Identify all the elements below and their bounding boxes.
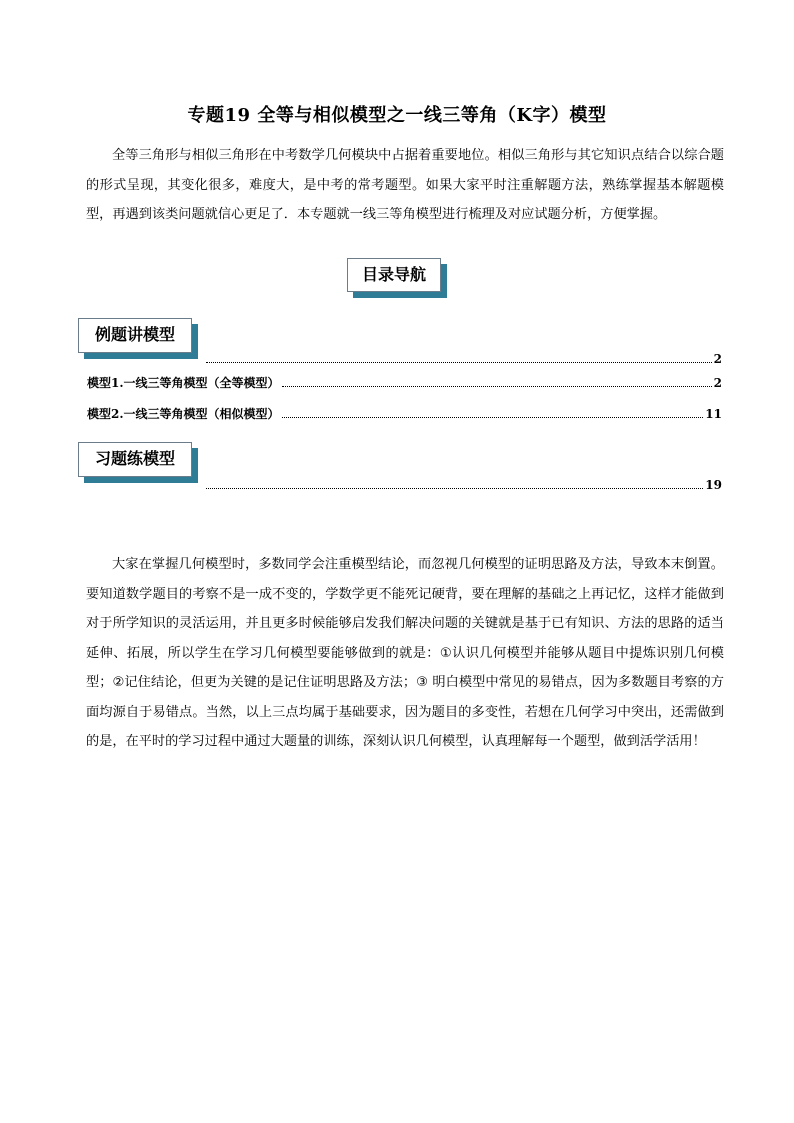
toc-entry-label: 模型2.一线三等角模型（相似模型）	[87, 407, 280, 421]
toc-page-number: 2	[713, 376, 722, 390]
toc-heading: 目录导航	[347, 258, 441, 292]
intro-paragraph: 全等三角形与相似三角形在中考数学几何模块中占据着重要地位。相似三角形与其它知识点结合以综合题的形式呈现，其变化很多，难度大，是中考的常考题型。如果大家平时注重解题方法，熟练掌握基本解题模型，再遇到该类问题就信心更足了．本专题就一线三等角模型进行梳理及对应试题分析，方便掌握。	[86, 148, 724, 222]
section-heading-examples[interactable]: 例题讲模型	[78, 318, 192, 353]
toc-page-number: 11	[705, 407, 722, 421]
toc-dot-leader	[282, 417, 704, 418]
page-title: 专题19 全等与相似模型之一线三等角（K字）模型	[187, 105, 607, 126]
toc-dot-leader	[206, 362, 712, 363]
toc-page-number: 19	[705, 478, 722, 492]
toc-dot-leader	[282, 386, 712, 387]
toc-entry-exercises[interactable]	[204, 478, 722, 494]
toc-dot-leader	[206, 488, 703, 489]
closing-paragraph: 大家在掌握几何模型时，多数同学会注重模型结论，而忽视几何模型的证明思路及方法，导致本末倒置。要知道数学题目的考察不是一成不变的，学数学更不能死记硬背，要在理解的基础之上再记忆，这样才能做到对于所学知识的灵活运用，并且更多时候能够启发我们解决问题的关键就是基于已有知识、方法的思路的适当延伸、拓展，所以学生在学习几何模型要能够做到的就是：①认识几何模型并能够从题目中提炼识别几何模型；②记住结论，但更为关键的是记住证明思路及方法；③ 明白模型中常见的易错点，因为多数题目考察的方面均源自于易错点。当然，以上三点均属于基础要求，因为题目的多变性，若想在几何学习中突出，还需做到的是，在平时的学习过程中通过大题量的训练，深刻认识几何模型，认真理解每一个题型，做到活学活用！	[86, 557, 724, 749]
toc-entry-model-1[interactable]	[87, 374, 722, 390]
toc-page-number: 2	[713, 352, 722, 366]
toc-entry-examples[interactable]	[204, 352, 722, 368]
section-heading-exercises[interactable]: 习题练模型	[78, 442, 192, 477]
toc-entry-label: 模型1.一线三等角模型（全等模型）	[87, 376, 280, 390]
toc-entry-model-2[interactable]	[87, 405, 722, 421]
